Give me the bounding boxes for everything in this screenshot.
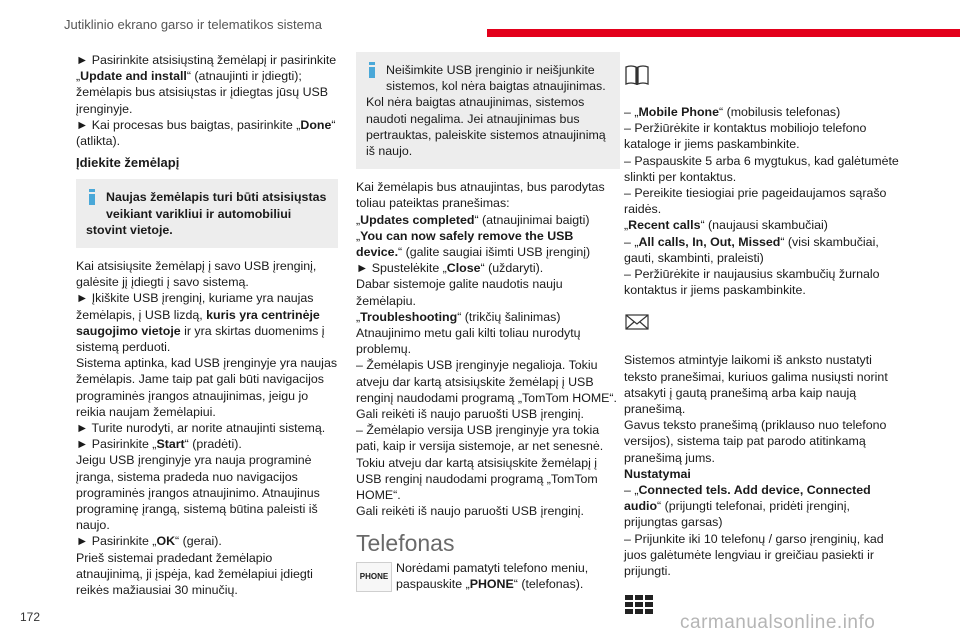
list-item: – „Mobile Phone“ (mobilusis telefonas) <box>624 105 841 119</box>
paragraph: Gali reikėti iš naujo paruošti USB įrenginį. <box>356 407 584 422</box>
phone-instruction: PHONE Norėdami pamatyti telefono meniu, paspauskite „PHONE“ (telefonas). <box>356 560 620 596</box>
paragraph: – Žemėlapis USB įrenginyje negalioja. Tokiu atveju dar kartą atsisiųskite žemėlapį į USB renginį naudodami programą „TomTom HOME“. <box>356 358 617 405</box>
column-3 <box>624 52 904 633</box>
list-item: – Prijunkite iki 10 telefonų / garso įrenginių, kad juos galėtumėte lengviau ir greičiau pasiekti ir prijungti. <box>624 531 884 579</box>
paragraph: ► Pasirinkite atsisiųstiną žemėlapį ir pasirinkite „Update and install“ (atnaujinti ir įdiegti); žemėlapis bus atsisiųstas ir įdiegtas jūsų USB įrenginyje. <box>76 53 337 116</box>
list-item: – Paspauskite 5 arba 6 mygtukus, kad galėtumėte slinkti per kontaktus. <box>624 153 899 184</box>
page-number: 172 <box>20 610 41 624</box>
info-box: Naujas žemėlapis turi būti atsisiųstas veikiant varikliui ir automobiliui stovint vietoje. <box>76 179 338 248</box>
subheading: Įdiekite žemėlapį <box>76 155 180 171</box>
section-title: Telefonas <box>356 530 455 557</box>
paragraph: ► Pasirinkite „Start“ (pradėti). <box>76 437 242 452</box>
list-item: – „Connected tels. Add device, Connected audio“ (prijungti telefonai, pridėti įrenginį, prijungtas garsas) <box>624 483 871 530</box>
list-item: – Peržiūrėkite ir kontaktus mobiliojo telefono kataloge ir jiems paskambinkite. <box>624 121 867 152</box>
header-accent-bar <box>487 29 960 37</box>
paragraph: Jeigu USB įrenginyje yra nauja programinė įranga, sistema pradeda nuo navigacijos programinės įrangos atnaujinimo. Atnaujinus programinę įrangą, sistemą būtina paleisti iš naujo. <box>76 453 320 533</box>
paragraph: ► Turite nurodyti, ar norite atnaujinti sistemą. <box>76 421 326 436</box>
paragraph: Kai atsisiųsite žemėlapį į savo USB įrenginį, galėsite jį įdiegti į savo sistemą. <box>76 259 317 290</box>
info-icon <box>86 189 98 205</box>
paragraph: Sistemos atmintyje laikomi iš anksto nustatyti teksto pranešimai, kuriuos galima nusiųsti norint atsakyti į gautą pranešimą arba kaip naują pranešimą. <box>624 353 888 417</box>
column-1 <box>76 52 338 598</box>
paragraph: ► Įkiškite USB įrenginį, kuriame yra naujas žemėlapis, į USB lizdą, kuris yra centrinėje saugojimo vietoje ir yra skirtas duomenims į sistemą perduoti. <box>76 291 325 355</box>
paragraph: ► Spustelėkite „Close“ (uždaryti). <box>356 261 544 276</box>
list-item: – „All calls, In, Out, Missed“ (visi skambučiai, gauti, skambinti, praleisti) <box>624 234 879 265</box>
paragraph: Gavus teksto pranešimą (priklauso nuo telefono versijos), sistema taip pat parodo atitinkamą pranešimą jums. <box>624 418 887 465</box>
list-item: „Recent calls“ (naujausi skambučiai) <box>624 218 828 233</box>
paragraph: – Žemėlapio versija USB įrenginyje yra tokia pati, kaip ir versija sistemoje, ar net senesnė. Tokiu atveju dar kartą atsisiųskite žemėlapį į USB renginį naudodami programą „TomTom HOME“. <box>356 423 604 503</box>
paragraph: Kai žemėlapis bus atnaujintas, bus parodytas toliau pateiktas pranešimas: <box>356 180 605 211</box>
watermark: carmanualsonline.info <box>680 612 876 633</box>
paragraph: Gali reikėti iš naujo paruošti USB įrenginį. <box>356 504 584 519</box>
list-item: – Pereikite tiesiogiai prie pageidaujamos sąrašo raidės. <box>624 186 887 217</box>
paragraph: „Updates completed“ (atnaujinimai baigti) <box>356 212 590 227</box>
paragraph: „You can now safely remove the USB device.“ (galite saugiai išimti USB įrenginį) <box>356 228 591 260</box>
paragraph: Sistema aptinka, kad USB įrenginyje yra naujas žemėlapis. Jame taip pat gali būti navigacijos programinės įrangos atnaujinimas, jeigu jo reikia naujam žemėlapiui. <box>76 356 338 419</box>
subheading: Nustatymai <box>624 466 691 481</box>
book-icon <box>624 64 904 98</box>
paragraph: Atnaujinimo metu gali kilti toliau nurodytų problemų. <box>356 326 581 357</box>
paragraph: „Troubleshooting“ (trikčių šalinimas) <box>356 309 561 324</box>
paragraph: ► Kai procesas bus baigtas, pasirinkite „Done“ (atlikta). <box>76 117 336 149</box>
phone-button-icon: PHONE <box>356 562 392 592</box>
paragraph: Dabar sistemoje galite naudotis nauju žemėlapiu. <box>356 277 563 308</box>
info-icon <box>366 62 378 78</box>
paragraph: ► Pasirinkite „OK“ (gerai). <box>76 534 222 549</box>
paragraph: Prieš sistemai pradedant žemėlapio atnaujinimą, ji įspėja, kad žemėlapiui įdiegti reikės mažiausiai 30 minučių. <box>76 550 313 598</box>
header-title: Jutiklinio ekrano garso ir telematikos sistema <box>64 17 322 32</box>
envelope-icon <box>624 312 904 346</box>
list-item: – Peržiūrėkite ir naujausius skambučių žurnalo kontaktus ir jiems paskambinkite. <box>624 267 880 298</box>
info-box: Neišimkite USB įrenginio ir neišjunkite sistemos, kol nėra baigtas atnaujinimas. Kol nėra baigtas atnaujinimas, sistemos naudoti negalima. Jei atnaujinimas bus pertrauktas, paleiskite sistemos atnaujinimą iš naujo. <box>356 52 620 169</box>
column-2 <box>356 52 620 596</box>
